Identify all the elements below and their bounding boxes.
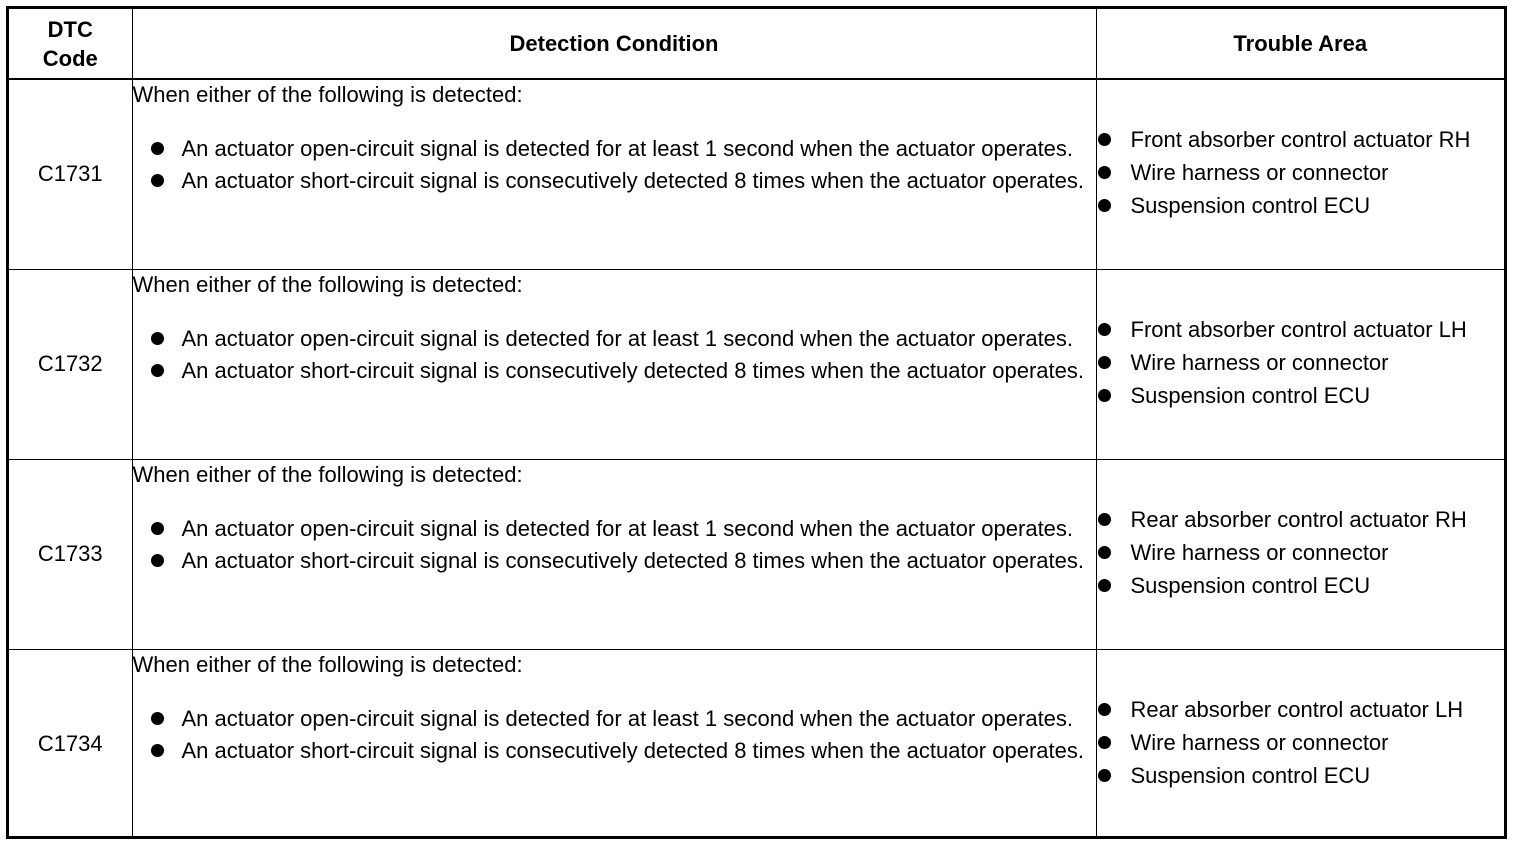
condition-item-text: An actuator open-circuit signal is detected for at least 1 second when the actuator operates. [181, 515, 1074, 541]
trouble-area-item [1097, 315, 1505, 345]
condition-item [133, 514, 1096, 544]
detection-condition-cell [132, 269, 1096, 459]
header-detection-condition: Detection Condition [132, 9, 1096, 79]
trouble-area-list [1097, 505, 1505, 601]
trouble-area-item-text: Rear absorber control actuator LH [1130, 696, 1464, 722]
condition-item [133, 134, 1096, 164]
condition-item [133, 736, 1096, 766]
condition-item-text: An actuator short-circuit signal is consecutively detected 8 times when the actuator operates. [181, 168, 1084, 193]
bullet-icon [1098, 736, 1111, 749]
trouble-area-item-text: Suspension control ECU [1130, 762, 1371, 788]
trouble-area-list [1097, 315, 1505, 411]
table-row [9, 269, 1504, 459]
bullet-icon [1098, 769, 1111, 782]
trouble-area-item-text: Wire harness or connector [1130, 159, 1389, 185]
bullet-icon [1098, 166, 1111, 179]
condition-list [133, 134, 1096, 196]
condition-lead-text: When either of the following is detected: [132, 271, 523, 297]
header-trouble-area: Trouble Area [1096, 9, 1504, 79]
trouble-area-item-text: Suspension control ECU [1130, 192, 1371, 218]
condition-item-text: An actuator open-circuit signal is detected for at least 1 second when the actuator operates. [181, 136, 1074, 161]
trouble-area-item-text: Wire harness or connector [1130, 349, 1389, 375]
dtc-code-cell: C1734 [9, 649, 132, 839]
bullet-icon [1098, 513, 1111, 526]
trouble-area-item [1097, 381, 1505, 411]
condition-item-text: An actuator open-circuit signal is detected for at least 1 second when the actuator operates. [181, 325, 1074, 351]
bullet-icon [151, 364, 164, 377]
dtc-table [9, 9, 1504, 839]
trouble-area-item [1097, 695, 1505, 725]
trouble-area-cell [1096, 269, 1504, 459]
trouble-area-item-text: Front absorber control actuator LH [1130, 316, 1467, 342]
trouble-area-item [1097, 191, 1505, 221]
condition-item [133, 546, 1096, 576]
trouble-area-cell [1096, 79, 1504, 269]
bullet-icon [1098, 323, 1111, 336]
trouble-area-item [1097, 158, 1505, 188]
trouble-area-item-text: Suspension control ECU [1130, 382, 1371, 408]
header-dtc-code [9, 9, 132, 79]
bullet-icon [1098, 389, 1111, 402]
bullet-icon [151, 174, 164, 187]
trouble-area-item [1097, 348, 1505, 378]
bullet-icon [151, 142, 164, 155]
trouble-area-item-text: Rear absorber control actuator RH [1130, 506, 1467, 532]
condition-lead-text: When either of the following is detected: [132, 461, 523, 487]
table-header-row [9, 9, 1504, 79]
bullet-icon [1098, 579, 1111, 592]
bullet-icon [1098, 546, 1111, 559]
condition-lead-text: When either of the following is detected: [132, 651, 523, 677]
trouble-area-cell [1096, 649, 1504, 839]
header-dtc-code-line2: Code [42, 45, 98, 71]
bullet-icon [151, 332, 164, 345]
condition-item [133, 356, 1096, 386]
table-row [9, 79, 1504, 269]
condition-item [133, 324, 1096, 354]
condition-list [133, 514, 1096, 576]
condition-item-text: An actuator open-circuit signal is detected for at least 1 second when the actuator operates. [181, 705, 1074, 731]
header-dtc-code-line1: DTC [47, 16, 93, 42]
trouble-area-item-text: Wire harness or connector [1130, 539, 1389, 565]
trouble-area-list [1097, 695, 1505, 791]
trouble-area-item [1097, 761, 1505, 791]
bullet-icon [1098, 199, 1111, 212]
condition-item-text: An actuator short-circuit signal is consecutively detected 8 times when the actuator operates. [181, 547, 1084, 573]
bullet-icon [1098, 133, 1111, 146]
bullet-icon [151, 712, 164, 725]
condition-item [133, 166, 1096, 196]
condition-item [133, 704, 1096, 734]
condition-item-text: An actuator short-circuit signal is consecutively detected 8 times when the actuator operates. [181, 357, 1084, 383]
detection-condition-cell [132, 649, 1096, 839]
table-row [9, 459, 1504, 649]
dtc-code-cell: C1731 [9, 79, 132, 269]
table-row [9, 649, 1504, 839]
trouble-area-item [1097, 728, 1505, 758]
trouble-area-item [1097, 571, 1505, 601]
dtc-code-cell: C1732 [9, 269, 132, 459]
bullet-icon [151, 554, 164, 567]
trouble-area-list [1097, 125, 1505, 221]
condition-list [133, 704, 1096, 766]
detection-condition-cell [132, 459, 1096, 649]
detection-condition-cell [132, 79, 1096, 269]
trouble-area-item-text: Wire harness or connector [1130, 729, 1389, 755]
trouble-area-item [1097, 505, 1505, 535]
condition-item-text: An actuator short-circuit signal is consecutively detected 8 times when the actuator operates. [181, 737, 1084, 763]
bullet-icon [1098, 703, 1111, 716]
bullet-icon [1098, 356, 1111, 369]
trouble-area-item [1097, 125, 1505, 155]
condition-lead-text: When either of the following is detected: [132, 82, 523, 107]
condition-list [133, 324, 1096, 386]
bullet-icon [151, 522, 164, 535]
dtc-code-cell: C1733 [9, 459, 132, 649]
trouble-area-item-text: Suspension control ECU [1130, 572, 1371, 598]
trouble-area-item-text: Front absorber control actuator RH [1130, 126, 1471, 152]
dtc-table-frame [6, 6, 1507, 839]
bullet-icon [151, 744, 164, 757]
trouble-area-cell [1096, 459, 1504, 649]
trouble-area-item [1097, 538, 1505, 568]
